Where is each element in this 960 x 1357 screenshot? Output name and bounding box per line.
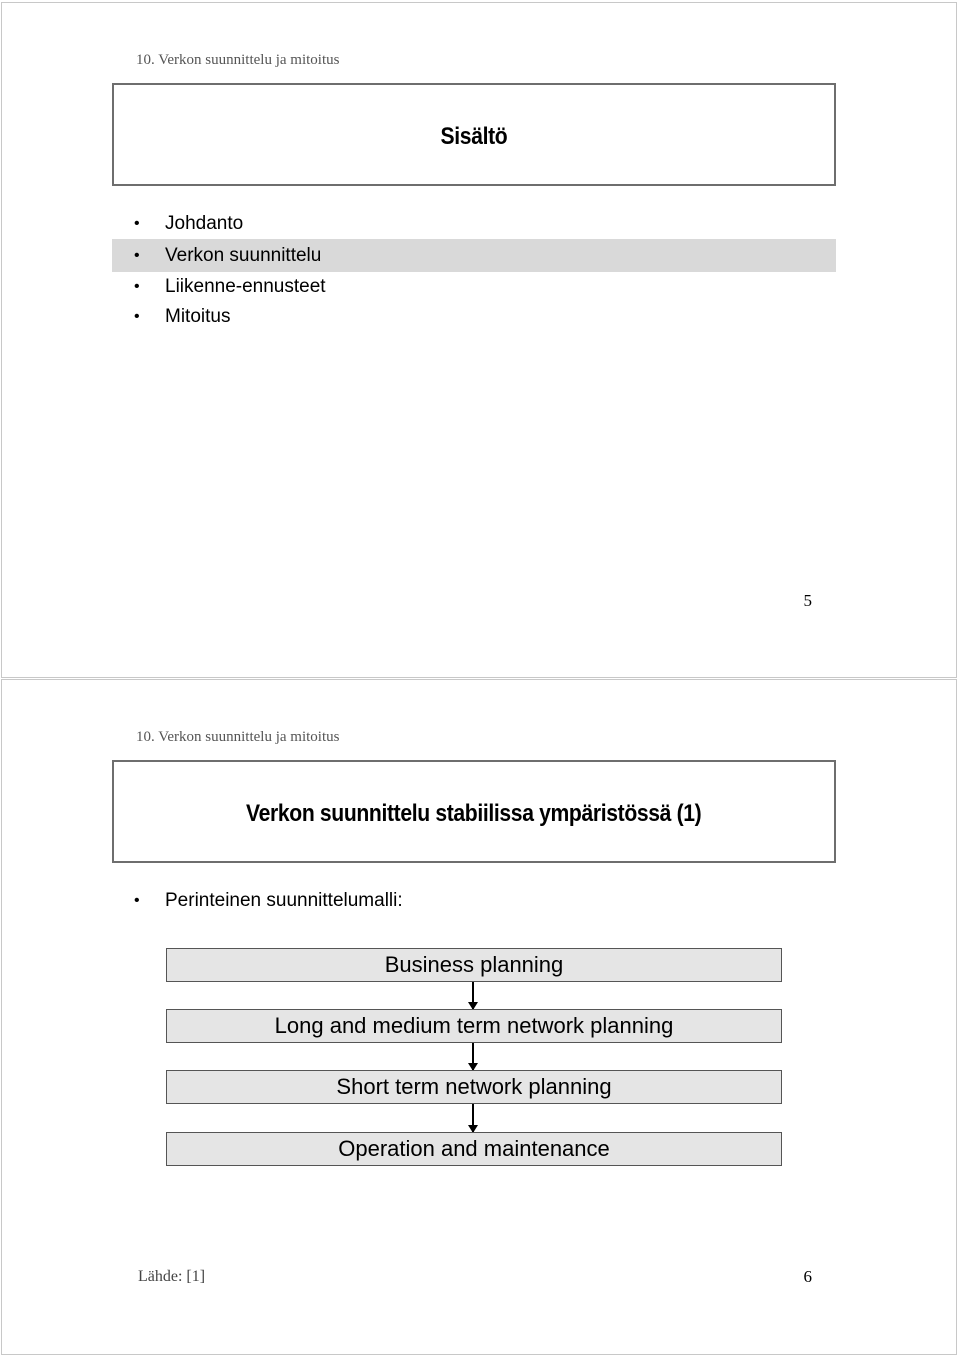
bullet-text: Liikenne-ennusteet: [165, 276, 326, 297]
source-note: Lähde: [1]: [138, 1268, 206, 1285]
bullet-text: Perinteinen suunnittelumalli:: [165, 890, 403, 911]
slide-5: [1, 2, 957, 678]
flow-step-operation-maintenance: Operation and maintenance: [166, 1132, 782, 1166]
bullet-icon: •: [134, 278, 140, 295]
slide-header: 10. Verkon suunnittelu ja mitoitus: [136, 729, 340, 745]
flow-step-short-term: Short term network planning: [166, 1070, 782, 1104]
bullet-item-highlighted: [112, 239, 836, 272]
bullet-icon: •: [134, 247, 140, 264]
bullet-list: [112, 886, 836, 916]
bullet-icon: •: [134, 215, 140, 232]
flow-step-long-medium-term: Long and medium term network planning: [166, 1009, 782, 1043]
bullet-text: Johdanto: [165, 213, 244, 234]
slide-title: Sisältö: [440, 122, 508, 150]
page-number: 5: [803, 591, 812, 610]
bullet-icon: •: [134, 892, 140, 909]
bullet-text: Mitoitus: [165, 306, 231, 327]
arrow-down-icon: [472, 1043, 474, 1070]
bullet-item: [112, 209, 836, 239]
bullet-item: [112, 886, 836, 916]
bullet-item: [112, 272, 836, 302]
page-number: 6: [803, 1267, 812, 1286]
slide-header: 10. Verkon suunnittelu ja mitoitus: [136, 52, 340, 68]
slide-6: [1, 679, 957, 1355]
bullet-list: [112, 209, 836, 332]
arrow-down-icon: [472, 1104, 474, 1132]
flow-step-business-planning: Business planning: [166, 948, 782, 982]
title-box: [112, 760, 836, 863]
bullet-icon: •: [134, 308, 140, 325]
arrow-down-icon: [472, 982, 474, 1009]
bullet-item: [112, 302, 836, 332]
slide-title: Verkon suunnittelu stabiilissa ympäristössä (1): [246, 799, 702, 827]
bullet-text: Verkon suunnittelu: [165, 245, 322, 266]
title-box: [112, 83, 836, 186]
